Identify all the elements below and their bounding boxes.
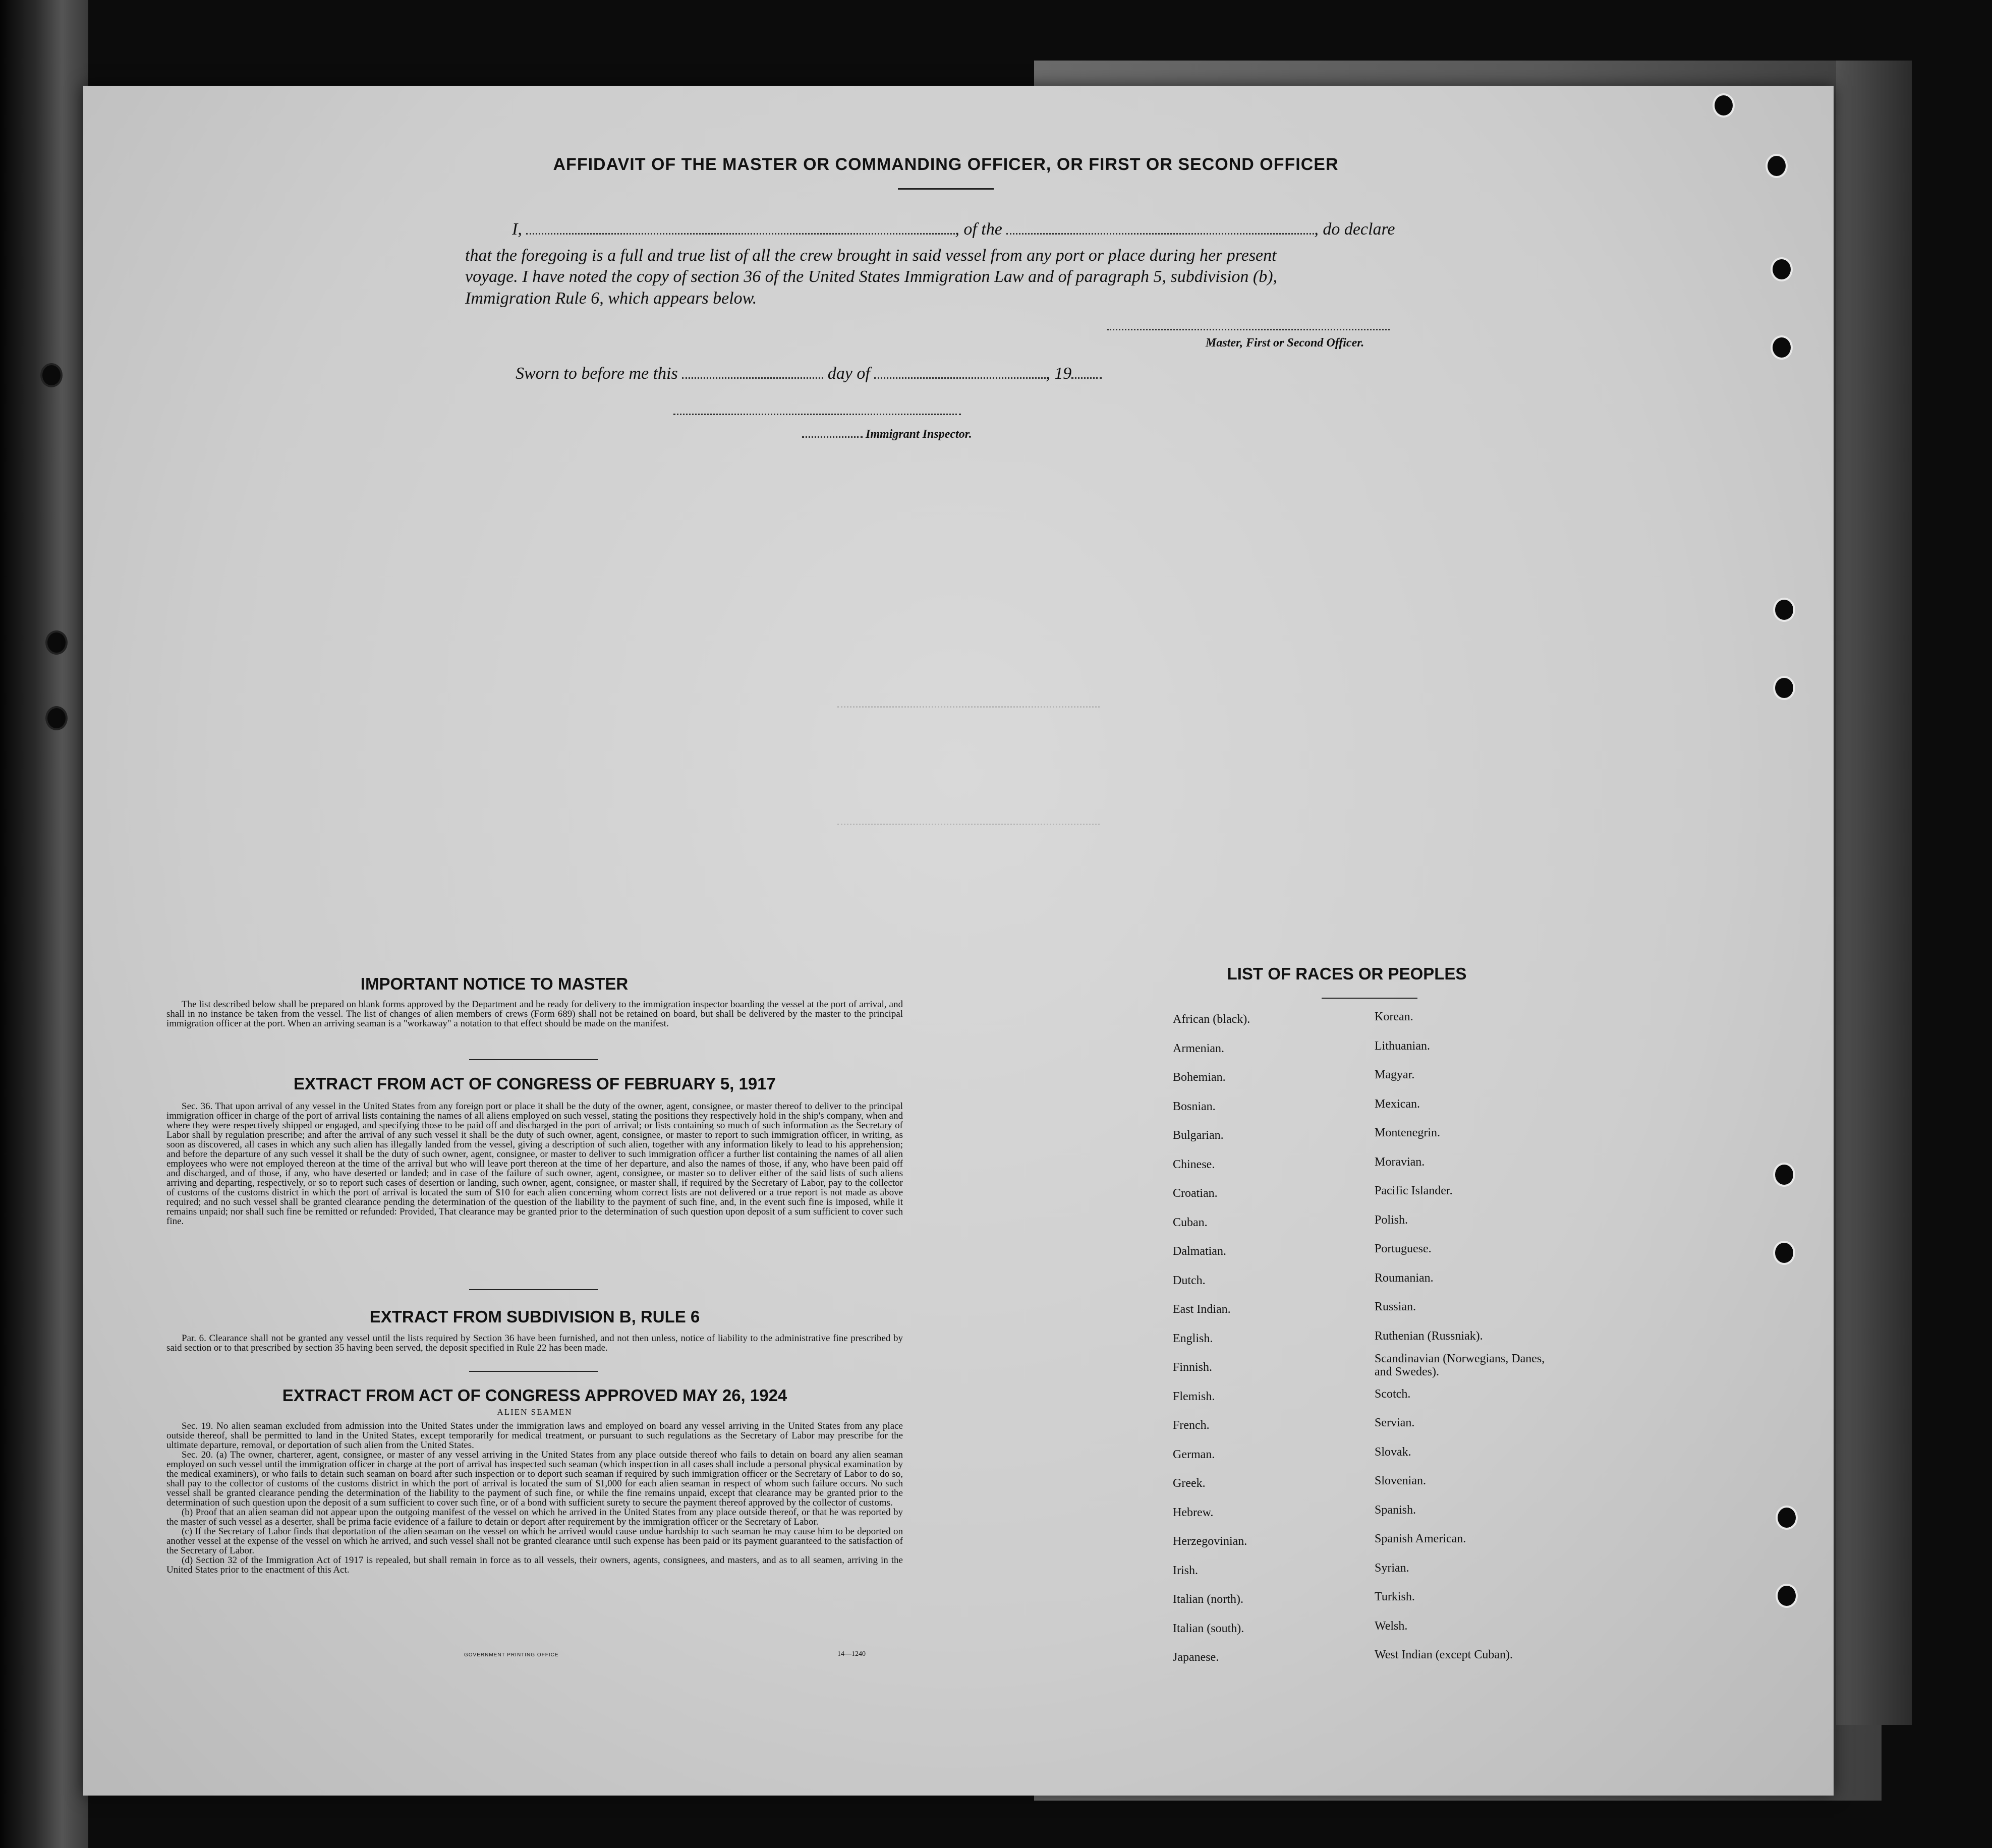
affidavit-line-4: Immigration Rule 6, which appears below. [465, 289, 757, 308]
punch-hole [1773, 598, 1795, 622]
form-number: 14—1240 [837, 1650, 866, 1658]
affidavit-of-the: , of the [955, 220, 1002, 239]
sworn-line [516, 364, 1102, 383]
race-left-item: Armenian. [1173, 1042, 1224, 1055]
race-left-item: Cuban. [1173, 1216, 1208, 1229]
race-right-item: Polish. [1375, 1214, 1408, 1227]
race-left-item: Bosnian. [1173, 1100, 1216, 1113]
affidavit-declare: , do declare [1314, 220, 1395, 239]
sworn-year-prefix: , 19 [1046, 364, 1072, 383]
section-rule [469, 1059, 598, 1060]
race-left-item: Hebrew. [1173, 1506, 1214, 1519]
race-right-item: Welsh. [1375, 1620, 1408, 1633]
race-right-item: Mexican. [1375, 1098, 1420, 1111]
race-left-item: East Indian. [1173, 1303, 1231, 1316]
subdivision-body [166, 1334, 903, 1353]
extract-1924-body [166, 1421, 903, 1575]
affidavit-line-2: that the foregoing is a full and true list of all the crew brought in said vessel from any port or place during her present [465, 246, 1277, 265]
affidavit-line-3: voyage. I have noted the copy of section 36 of the United States Immigration Law and of paragraph 5, subdivision (b), [465, 267, 1278, 286]
punch-hole [1771, 335, 1793, 360]
sec-19-paragraph: Sec. 19. No alien seaman excluded from admission into the United States under the immigration laws and employed on board any vessel arriving in the United States from any place outside thereof, shall be permitted to land in the United States, except temporarily for medical treatment, or pursuant to such regulations as the Secretary of Labor may prescribe for the ultimate departure, removal, or deportation of such alien from the United States. [166, 1421, 903, 1451]
binding-hole [45, 706, 68, 730]
section-rule [469, 1371, 598, 1372]
inspector-signature-field[interactable] [673, 414, 961, 415]
race-left-item: English. [1173, 1332, 1213, 1345]
race-right-item: Korean. [1375, 1010, 1413, 1023]
race-left-item: Dalmatian. [1173, 1245, 1226, 1258]
sworn-day-field[interactable] [682, 377, 823, 379]
extract-1917-body [166, 1102, 903, 1226]
bleed-through-mark [837, 706, 1100, 825]
race-right-item: Russian. [1375, 1300, 1416, 1313]
punch-hole [1766, 154, 1788, 178]
race-right-item: Portuguese. [1375, 1242, 1432, 1255]
alien-seamen-subtitle: ALIEN SEAMEN [497, 1407, 573, 1417]
race-right-item: Slovenian. [1375, 1474, 1426, 1487]
race-right-item: Roumanian. [1375, 1272, 1434, 1285]
sworn-text: Sworn to before me this [516, 364, 678, 383]
punch-hole [1773, 676, 1795, 700]
races-title-rule [1322, 998, 1417, 999]
affidavit-i: I, [512, 220, 522, 239]
races-right-column [1375, 1010, 1607, 1666]
race-left-item: Herzegovinian. [1173, 1535, 1247, 1548]
race-left-item: German. [1173, 1448, 1215, 1461]
inspector-label-wrap [802, 428, 972, 441]
left-binding-edge [0, 0, 88, 1848]
binding-hole [40, 363, 63, 387]
title-rule [898, 188, 994, 190]
master-signature-field[interactable] [1107, 329, 1390, 330]
affidavit-line-1 [512, 220, 1395, 239]
vessel-name-field[interactable] [1006, 233, 1314, 235]
extract-1924-title: EXTRACT FROM ACT OF CONGRESS APPROVED MAY 26, 1924 [282, 1386, 787, 1405]
sworn-year-field[interactable] [1071, 377, 1102, 379]
back-sheet-edge [1836, 61, 1912, 1725]
sworn-month-field[interactable] [874, 377, 1046, 379]
races-title: LIST OF RACES OR PEOPLES [1227, 964, 1467, 983]
sec-20a-paragraph: Sec. 20. (a) The owner, charterer, agent, consignee, or master of any vessel arriving in the United States from any place outside thereof who fails to detain on board any alien seaman employed on such vessel until the immigration officer in charge at the port of arrival has inspected such seaman (which inspection in all cases shall include a personal physical examination by the medical examiners), or who fails to detain such seaman on board after such inspection or to deport such seaman if required by such immigration officer or the Secretary of Labor to do so, shall pay to the collector of customs of the customs district in which the port of arrival is located the sum of $1,000 for each alien seaman in respect of whom such failure occurs. No such vessel shall be granted clearance pending the determination of the liability to the payment of such fine, or while the fine remains unpaid, except that clearance may be granted prior to the determination of such question upon the deposit of a sum sufficient to cover such fine, or of a bond with sufficient surety to secure the payment thereof approved by the collector of customs. [166, 1450, 903, 1508]
notice-paragraph: The list described below shall be prepared on blank forms approved by the Department and be ready for delivery to the immigration inspector boarding the vessel at the port of arrival, and shall in no instance be taken from the vessel. The list of changes of alien members of crews (Form 689) shall not be retained on board, but shall be delivered by the master to the principal immigration officer at the port. When an arriving seaman is a "workaway" a notation to that effect should be made on the manifest. [166, 999, 903, 1029]
race-right-item: Spanish American. [1375, 1532, 1466, 1545]
master-signature-label: Master, First or Second Officer. [1206, 336, 1364, 350]
section-36-paragraph: Sec. 36. That upon arrival of any vessel in the United States from any foreign port or place it shall be the duty of the owner, agent, consignee, or master thereof to deliver to the principal immigration officer in charge of the port of arrival lists containing the names of all aliens employed on such vessel, stating the positions they respectively hold in the ship's company, when and where they were respectively shipped or engaged, and specifying those to be paid off and discharged in the port of arrival; or lists containing so much of such information as the Secretary of Labor shall by regulation prescribe; and after the arrival of any such vessel it shall be the duty of such owner, agent, consignee, or master to report to such immigration officer, in writing, as soon as discovered, all cases in which any such alien has illegally landed from the vessel, giving a description of such alien, together with any information likely to lead to his apprehension; and before the departure of any such vessel it shall be the duty of such owner, agent, consignee, or master to deliver to such immigration officer a further list containing the names of all alien employees who were not employed thereon at the time of the arrival but who will leave port thereon at the time of her departure, and also the names of those, if any, who have been paid off and discharged, and of those, if any, who have deserted or landed; and in case of the failure of such owner, agent, consignee, or master so to deliver either of the said lists of such aliens arriving and departing, respectively, or so to report such cases of desertion or landing, such owner, agent, consignee, or master shall, if required by the Secretary of Labor, pay to the collector of customs of the customs district in which the port of arrival is located the sum of $10 for each alien concerning whom correct lists are not delivered or a true report is not made as above required; and no such vessel shall be granted clearance pending the determination of the question of the liability to the payment of such fine, and, in the event such fine is imposed, while it remains unpaid; nor shall such fine be remitted or refunded: Provided, That clearance may be granted prior to the determination of such question upon deposit of a sum sufficient to cover such fine. [166, 1101, 903, 1227]
race-left-item: Chinese. [1173, 1158, 1215, 1171]
race-right-item: Spanish. [1375, 1504, 1416, 1517]
race-left-item: Croatian. [1173, 1187, 1218, 1200]
race-right-item: West Indian (except Cuban). [1375, 1648, 1513, 1661]
inspector-label: Immigrant Inspector. [866, 428, 972, 441]
race-right-item: Turkish. [1375, 1590, 1415, 1603]
par-6-paragraph: Par. 6. Clearance shall not be granted any vessel until the lists required by Section 36 have been furnished, and not then unless, notice of liability to the administrative fine prescribed by said section or to that prescribed by section 35 having been served, the deposit specified in Rule 22 has been made. [166, 1333, 903, 1353]
punch-hole [1713, 93, 1735, 118]
punch-hole [1773, 1163, 1795, 1187]
punch-hole [1771, 257, 1793, 281]
inspector-dotted-lead [802, 436, 863, 438]
race-left-item: Italian (south). [1173, 1622, 1244, 1635]
race-right-item: Pacific Islander. [1375, 1184, 1453, 1197]
binding-hole [45, 630, 68, 655]
race-right-item: Scandinavian (Norwegians, Danes, and Swedes). [1375, 1352, 1545, 1378]
race-right-item: Slovak. [1375, 1446, 1411, 1459]
sec-20c-paragraph: (c) If the Secretary of Labor finds that deportation of the alien seaman on the vessel on which he arrived would cause undue hardship to such seaman he may cause him to be deported on another vessel at the expense of the vessel on which he arrived, and such vessel shall not be granted clearance until such expense has been paid or its payment guaranteed to the satisfaction of the Secretary of Labor. [166, 1526, 903, 1556]
race-right-item: Servian. [1375, 1416, 1415, 1429]
subdivision-title: EXTRACT FROM SUBDIVISION B, RULE 6 [369, 1307, 700, 1326]
notice-body [166, 1000, 903, 1028]
races-left-column [1173, 1013, 1375, 1668]
race-left-item: Bohemian. [1173, 1071, 1226, 1084]
race-right-item: Montenegrin. [1375, 1126, 1440, 1139]
punch-hole [1776, 1584, 1798, 1608]
printer-imprint: GOVERNMENT PRINTING OFFICE [464, 1652, 559, 1658]
sec-20b-paragraph: (b) Proof that an alien seaman did not appear upon the outgoing manifest of the vessel on which he arrived in the United States from any place outside thereof, or that he was reported by the master of such vessel as a deserter, shall be prima facie evidence of a failure to detain or deport after requirement by the immigration officer or the Secretary of Labor. [166, 1507, 903, 1527]
race-right-item: Ruthenian (Russniak). [1375, 1330, 1483, 1343]
race-left-item: Japanese. [1173, 1651, 1219, 1664]
race-left-item: African (black). [1173, 1013, 1250, 1026]
race-right-item: Lithuanian. [1375, 1040, 1430, 1053]
extract-1917-title: EXTRACT FROM ACT OF CONGRESS OF FEBRUARY 5, 1917 [294, 1074, 776, 1093]
race-right-item: Moravian. [1375, 1156, 1425, 1169]
race-left-item: Greek. [1173, 1477, 1206, 1490]
race-left-item: French. [1173, 1419, 1210, 1432]
sworn-day-of: day of [827, 364, 870, 383]
race-right-item: Scotch. [1375, 1388, 1411, 1401]
race-left-item: Finnish. [1173, 1361, 1213, 1374]
sec-20d-paragraph: (d) Section 32 of the Immigration Act of 1917 is repealed, but shall remain in force as to all vessels, their owners, agents, consignees, and masters, and as to all seamen, arriving in the United States prior to the enactment of this Act. [166, 1555, 903, 1575]
race-left-item: Italian (north). [1173, 1593, 1243, 1606]
race-left-item: Dutch. [1173, 1274, 1206, 1287]
race-right-item: Magyar. [1375, 1068, 1415, 1081]
master-name-field[interactable] [526, 233, 955, 235]
punch-hole [1776, 1506, 1798, 1530]
race-right-item: Syrian. [1375, 1562, 1409, 1575]
section-rule [469, 1289, 598, 1290]
notice-title: IMPORTANT NOTICE TO MASTER [360, 974, 629, 993]
race-left-item: Flemish. [1173, 1390, 1215, 1403]
affidavit-title: AFFIDAVIT OF THE MASTER OR COMMANDING OFFICER, OR FIRST OR SECOND OFFICER [553, 155, 1339, 174]
race-left-item: Bulgarian. [1173, 1129, 1224, 1142]
race-left-item: Irish. [1173, 1564, 1198, 1577]
punch-hole [1773, 1241, 1795, 1265]
